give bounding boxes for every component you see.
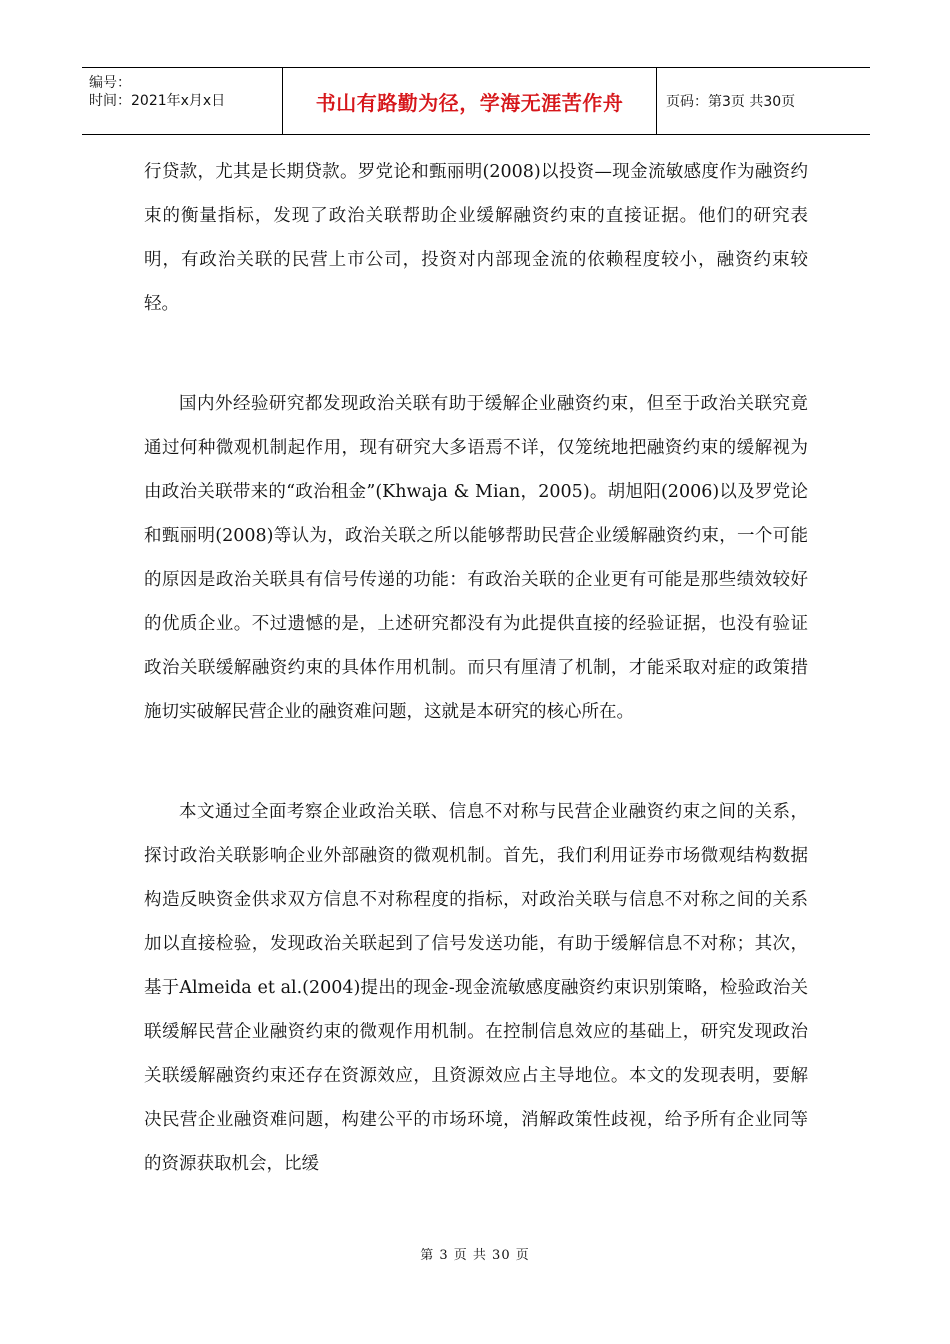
- document-body: [144, 150, 808, 1186]
- page-footer: 第 3 页 共 30 页: [420, 1248, 530, 1263]
- header-page-info: 页码：第3页 共30页: [666, 94, 796, 110]
- header-meta: [82, 68, 283, 134]
- paragraph-1: 行贷款，尤其是长期贷款。罗党论和甄丽明(2008)以投资—现金流敏感度作为融资约束的衡量指标，发现了政治关联帮助企业缓解融资约束的直接证据。他们的研究表明，有政治关联的民营上市公司，投资对内部现金流的依赖程度较小，融资约束较轻。: [144, 162, 808, 314]
- paragraph-spacer: [144, 326, 808, 382]
- document-date-label: 时间：2021年x月x日: [89, 93, 226, 109]
- header-motto: 书山有路勤为径，学海无涯苦作舟: [283, 68, 657, 134]
- paragraph-spacer: [144, 734, 808, 790]
- paragraph-2: 国内外经验研究都发现政治关联有助于缓解企业融资约束，但至于政治关联究竟通过何种微观机制起作用，现有研究大多语焉不详，仅笼统地把融资约束的缓解视为由政治关联带来的“政治租金”(Khwaja & Mian，2005)。胡旭阳(2006)以及罗党论和甄丽明(2008)等认为，政治关联之所以能够帮助民营企业缓解融资约束，一个可能的原因是政治关联具有信号传递的功能：有政治关联的企业更有可能是那些绩效较好的优质企业。不过遗憾的是，上述研究都没有为此提供直接的经验证据，也没有验证政治关联缓解融资约束的具体作用机制。而只有厘清了机制，才能采取对症的政策措施切实破解民营企业的融资难问题，这就是本研究的核心所在。: [144, 394, 808, 722]
- document-number-label: 编号：: [89, 75, 131, 91]
- page-header: [82, 67, 870, 135]
- paragraph-3: 本文通过全面考察企业政治关联、信息不对称与民营企业融资约束之间的关系，探讨政治关联影响企业外部融资的微观机制。首先，我们利用证券市场微观结构数据构造反映资金供求双方信息不对称程度的指标，对政治关联与信息不对称之间的关系加以直接检验，发现政治关联起到了信号发送功能，有助于缓解信息不对称；其次，基于Almeida et al.(2004)提出的现金-现金流敏感度融资约束识别策略，检验政治关联缓解民营企业融资约束的微观作用机制。在控制信息效应的基础上，研究发现政治关联缓解融资约束还存在资源效应，且资源效应占主导地位。本文的发现表明，要解决民营企业融资难问题，构建公平的市场环境，消解政策性歧视，给予所有企业同等的资源获取机会，比缓: [144, 802, 808, 1174]
